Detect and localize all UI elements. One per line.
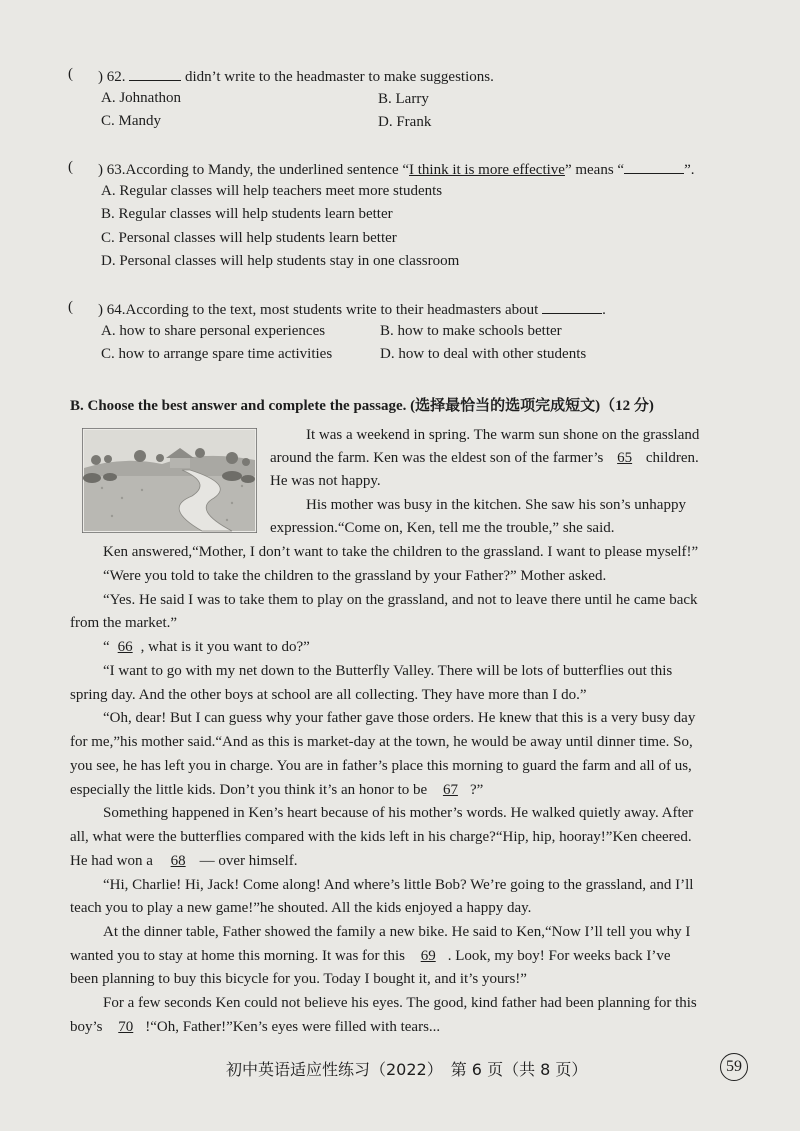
section-b-title: B. Choose the best answer and complete the passage. (选择最恰当的选项完成短文)（12 分) [70, 398, 654, 414]
blank-67: 67 [442, 782, 458, 798]
answer-paren-open: ( [68, 66, 73, 82]
passage-line: “Were you told to take the children to the grassland by your Father?” Mother asked. [103, 568, 607, 584]
option-c: C. Mandy [101, 113, 161, 129]
answer-paren-open: ( [68, 159, 73, 175]
passage-line: At the dinner table, Father showed the family a new bike. He said to Ken,“Now I’ll tell you why I [103, 924, 691, 940]
passage-line: Something happened in Ken’s heart because of his mother’s words. He walked quietly away. After [103, 805, 694, 821]
passage-line: He was not happy. [270, 473, 381, 489]
option-b: B. how to make schools better [380, 323, 562, 339]
passage-line: wanted you to stay at home this morning. It was for this 69 . Look, my boy! For weeks back I’ve [70, 948, 671, 964]
passage-line: His mother was busy in the kitchen. She saw his son’s unhappy [306, 497, 686, 513]
passage-line: spring day. And the other boys at school are all collecting. They have more than I do.” [70, 687, 587, 703]
underlined-sentence: I think it is more effective [409, 162, 565, 178]
passage-line: all, what were the butterflies compared with the kids left in his charge?“Hip, hip, hooray!”Ken cheered. [70, 829, 692, 845]
passage-line: “Oh, dear! But I can guess why your father gave those orders. He knew that this is a very busy day [103, 710, 696, 726]
passage-line: teach you to play a new game!”he shouted. All the kids enjoyed a happy day. [70, 900, 532, 916]
page-number-badge: 59 [720, 1053, 748, 1081]
blank-70: 70 [118, 1019, 134, 1035]
passage-line: “Hi, Charlie! Hi, Jack! Come along! And where’s little Bob? We’re going to the grassland, and I’ll [103, 877, 694, 893]
option-d: D. how to deal with other students [380, 346, 587, 362]
passage-line: “I want to go with my net down to the Butterfly Valley. There will be lots of butterflies out this [103, 663, 673, 679]
option-a: A. Regular classes will help teachers meet more students [101, 183, 443, 199]
blank-66: 66 [117, 639, 133, 655]
blank-65: 65 [617, 450, 633, 466]
passage-line: “Yes. He said I was to take them to play on the grassland, and not to leave there until he came back [103, 592, 698, 608]
passage-line: especially the little kids. Don’t you think it’s an honor to be 67 ?” [70, 782, 484, 798]
answer-blank [129, 66, 181, 81]
question-62-stem: ) 62. didn’t write to the headmaster to make suggestions. [98, 66, 494, 86]
blank-68: 68 [170, 853, 186, 869]
passage-line: been planning to buy this bicycle for you. Today I bought it, and it’s yours!” [70, 971, 527, 987]
blank-69: 69 [420, 948, 436, 964]
option-d: D. Frank [378, 114, 432, 130]
option-b: B. Larry [378, 91, 429, 107]
option-c: C. Personal classes will help students learn better [101, 230, 397, 246]
page-footer: 初中英语适应性练习（2022） 第 6 页（共 8 页） [226, 1060, 588, 1079]
passage-line: expression.“Come on, Ken, tell me the trouble,” she said. [270, 520, 615, 536]
answer-blank [624, 159, 684, 174]
answer-paren-open: ( [68, 299, 73, 315]
passage-line: around the farm. Ken was the eldest son of the farmer’s 65 children. [270, 450, 699, 466]
option-a: A. Johnathon [101, 90, 181, 106]
passage-line: Ken answered,“Mother, I don’t want to take the children to the grassland. I want to please myself!” [103, 544, 699, 560]
option-a: A. how to share personal experiences [101, 323, 326, 339]
passage-line: It was a weekend in spring. The warm sun shone on the grassland [306, 427, 700, 443]
passage-line: “ 66 , what is it you want to do?” [103, 639, 310, 655]
question-64-stem: ) 64.According to the text, most students write to their headmasters about . [98, 299, 606, 319]
option-b: B. Regular classes will help students learn better [101, 206, 393, 222]
passage-line: He had won a 68 — over himself. [70, 853, 298, 869]
passage-line: from the market.” [70, 615, 178, 631]
option-d: D. Personal classes will help students stay in one classroom [101, 253, 460, 269]
passage-line: For a few seconds Ken could not believe his eyes. The good, kind father had been planning for this [103, 995, 697, 1011]
question-63-stem: ) 63.According to Mandy, the underlined sentence “I think it is more effective” means “ ”. [98, 159, 695, 179]
passage-line: boy’s 70 !“Oh, Father!”Ken’s eyes were filled with tears... [70, 1019, 441, 1035]
passage-line: for me,”his mother said.“And as this is market-day at the town, he would be away until dinner time. So, [70, 734, 693, 750]
passage-line: you see, he has left you in charge. You are in father’s place this morning to guard the farm and all of us, [70, 758, 692, 774]
option-c: C. how to arrange spare time activities [101, 346, 333, 362]
answer-blank [542, 299, 602, 314]
farm-grassland-illustration [82, 428, 257, 533]
